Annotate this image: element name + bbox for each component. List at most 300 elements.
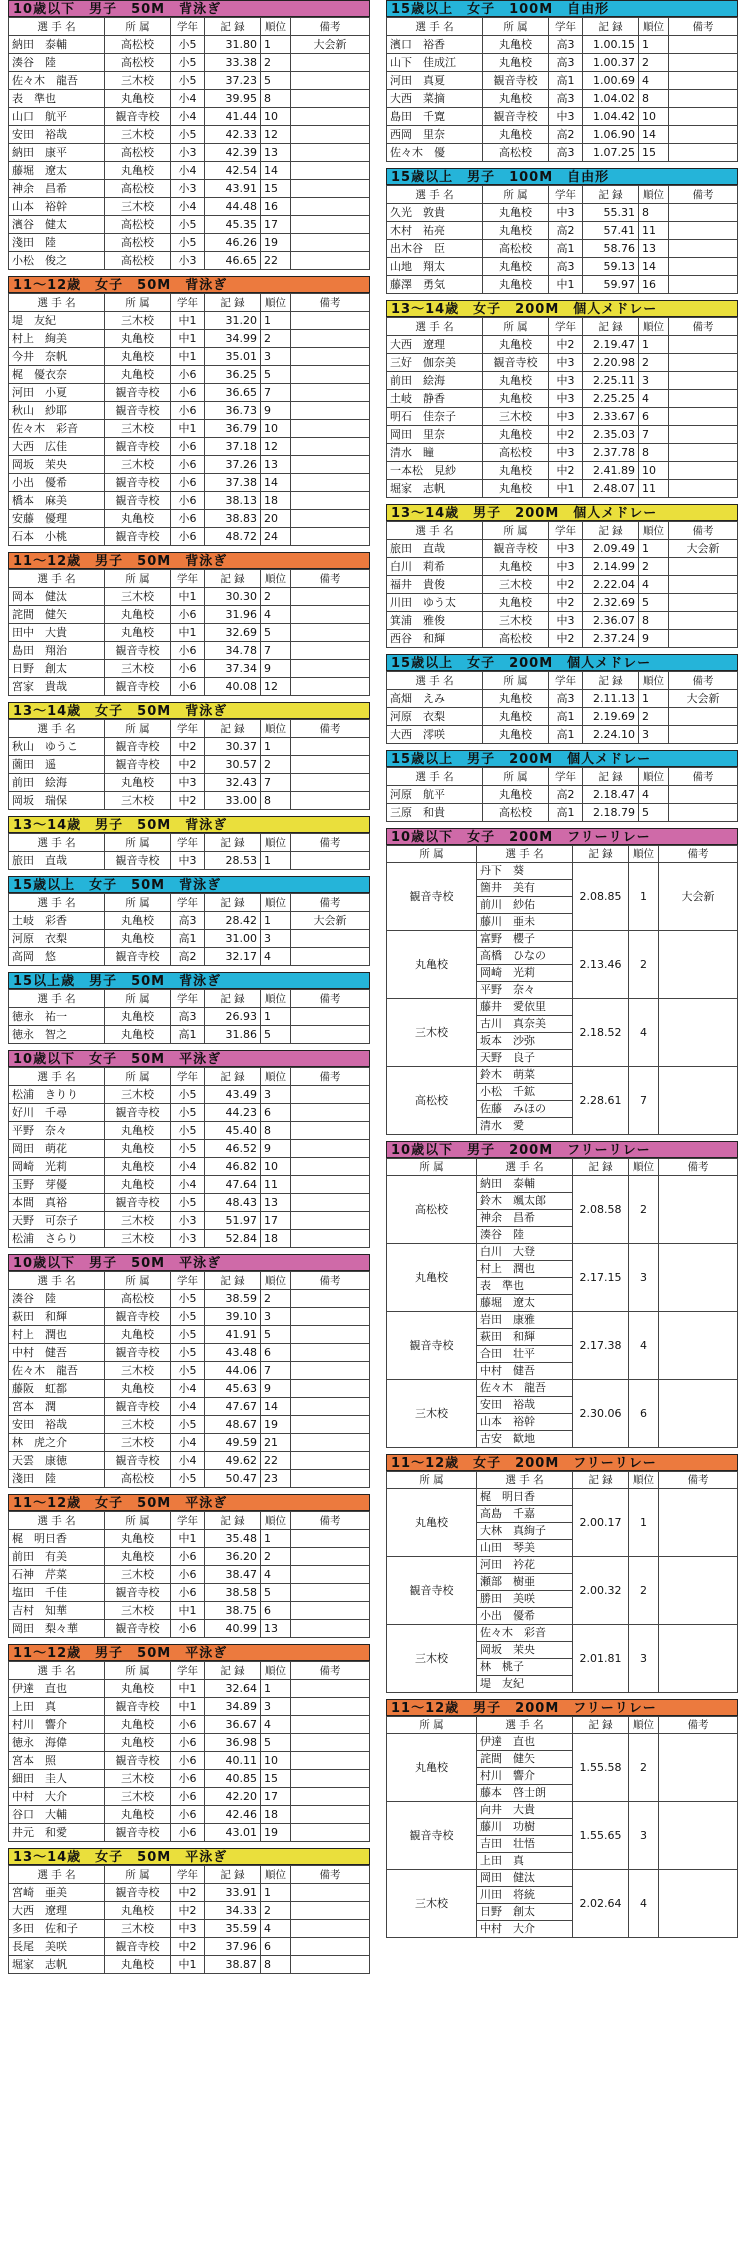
team-name: 観音寺校 xyxy=(105,1752,171,1770)
team-name: 三木校 xyxy=(105,1230,171,1248)
swimmer-name: 前田 絵海 xyxy=(9,774,105,792)
column-header: 学年 xyxy=(171,720,205,738)
column-header: 備考 xyxy=(291,1512,370,1530)
record-time: 42.46 xyxy=(205,1806,261,1824)
column-header: 順位 xyxy=(261,1866,291,1884)
swimmer-name: 表 準也 xyxy=(9,90,105,108)
relay-swimmer: 中村 健吾 xyxy=(477,1363,573,1380)
grade: 小6 xyxy=(171,606,205,624)
column-header: 記 録 xyxy=(583,522,639,540)
results-table xyxy=(8,833,370,870)
remark xyxy=(291,588,370,606)
grade: 中1 xyxy=(171,330,205,348)
grade: 高1 xyxy=(171,1026,205,1044)
rank: 9 xyxy=(261,1380,291,1398)
table-header-row xyxy=(9,720,370,738)
remark xyxy=(291,1326,370,1344)
team-name: 丸亀校 xyxy=(105,510,171,528)
column-header: 順位 xyxy=(629,1717,659,1734)
column-header: 備考 xyxy=(669,18,738,36)
record-time: 38.47 xyxy=(205,1566,261,1584)
team-name: 丸亀校 xyxy=(105,1956,171,1974)
column-header: 学年 xyxy=(171,990,205,1008)
relay-swimmer: 佐藤 みほの xyxy=(477,1101,573,1118)
relay-row xyxy=(387,1176,738,1193)
result-row xyxy=(9,1416,370,1434)
results-table xyxy=(8,719,370,810)
column-header: 選 手 名 xyxy=(9,1272,105,1290)
swimmer-name: 村川 響介 xyxy=(9,1716,105,1734)
swimmer-name: 西谷 和輝 xyxy=(387,630,483,648)
remark xyxy=(669,612,738,630)
remark xyxy=(291,438,370,456)
remark xyxy=(291,756,370,774)
column-header: 順位 xyxy=(261,1662,291,1680)
remark xyxy=(291,1344,370,1362)
grade: 高2 xyxy=(549,222,583,240)
relay-block xyxy=(386,1141,738,1448)
swimmer-name: 大西 遼理 xyxy=(9,1902,105,1920)
swimmer-name: 好川 千尋 xyxy=(9,1104,105,1122)
grade: 中1 xyxy=(171,1602,205,1620)
team-name: 高松校 xyxy=(105,252,171,270)
relay-swimmer: 箇井 美有 xyxy=(477,880,573,897)
rank: 11 xyxy=(261,1176,291,1194)
column-header: 記 録 xyxy=(583,672,639,690)
remark xyxy=(669,390,738,408)
result-row xyxy=(9,756,370,774)
grade: 小5 xyxy=(171,1290,205,1308)
record-time: 2.24.10 xyxy=(583,726,639,744)
relay-swimmer: 清水 愛 xyxy=(477,1118,573,1135)
relay-title: 11～12歳 男子 200M フリーリレー xyxy=(386,1699,738,1716)
result-row xyxy=(9,402,370,420)
remark xyxy=(669,354,738,372)
rank: 4 xyxy=(639,576,669,594)
rank: 13 xyxy=(261,1620,291,1638)
grade: 小6 xyxy=(171,456,205,474)
relay-swimmer: 表 準也 xyxy=(477,1278,573,1295)
swimmer-name: 岡坂 瑞保 xyxy=(9,792,105,810)
record-time: 2.11.13 xyxy=(583,690,639,708)
column-header: 備考 xyxy=(291,1662,370,1680)
relay-swimmer: 川田 将統 xyxy=(477,1887,573,1904)
grade: 小5 xyxy=(171,1308,205,1326)
result-row xyxy=(387,258,738,276)
relay-row xyxy=(387,1067,738,1084)
relay-swimmer: 小松 千鉱 xyxy=(477,1084,573,1101)
grade: 中2 xyxy=(171,792,205,810)
team-name: 丸亀校 xyxy=(105,1026,171,1044)
relay-block xyxy=(386,828,738,1135)
result-row xyxy=(9,234,370,252)
column-header: 記 録 xyxy=(205,1272,261,1290)
result-row xyxy=(9,678,370,696)
result-row xyxy=(9,1398,370,1416)
column-header: 学年 xyxy=(171,294,205,312)
column-header: 学年 xyxy=(171,570,205,588)
grade: 高1 xyxy=(549,72,583,90)
results-table xyxy=(386,185,738,294)
relay-swimmer: 安田 裕哉 xyxy=(477,1397,573,1414)
result-row xyxy=(9,1806,370,1824)
team-name: 高松校 xyxy=(483,804,549,822)
team-name: 丸亀校 xyxy=(105,348,171,366)
column-header: 所 属 xyxy=(105,294,171,312)
result-row xyxy=(387,90,738,108)
record-time: 36.67 xyxy=(205,1716,261,1734)
record-time: 35.01 xyxy=(205,348,261,366)
result-row xyxy=(9,606,370,624)
relay-rank: 4 xyxy=(629,999,659,1067)
remark xyxy=(291,492,370,510)
column-header: 備考 xyxy=(659,846,738,863)
record-time: 46.26 xyxy=(205,234,261,252)
rank: 13 xyxy=(639,240,669,258)
team-name: 高松校 xyxy=(483,144,549,162)
team-name: 三木校 xyxy=(105,1362,171,1380)
grade: 小4 xyxy=(171,1452,205,1470)
rank: 5 xyxy=(261,1584,291,1602)
column-header: 備考 xyxy=(291,1272,370,1290)
relay-swimmer: 高島 千嘉 xyxy=(477,1506,573,1523)
swimmer-name: 藤堀 遼太 xyxy=(9,162,105,180)
rank: 20 xyxy=(261,510,291,528)
remark xyxy=(669,426,738,444)
grade: 中2 xyxy=(549,336,583,354)
column-header: 所 属 xyxy=(105,1512,171,1530)
relay-swimmer: 梶 明日香 xyxy=(477,1489,573,1506)
result-row xyxy=(387,72,738,90)
rank: 10 xyxy=(639,462,669,480)
relay-rank: 3 xyxy=(629,1244,659,1312)
table-header-row xyxy=(387,522,738,540)
rank: 4 xyxy=(261,1566,291,1584)
event-block xyxy=(8,972,370,1044)
relay-swimmer: 堤 友紀 xyxy=(477,1676,573,1693)
result-row xyxy=(9,1770,370,1788)
remark xyxy=(669,708,738,726)
remark xyxy=(291,1140,370,1158)
swimmer-name: 安田 裕哉 xyxy=(9,126,105,144)
result-row xyxy=(387,462,738,480)
column-header: 記 録 xyxy=(205,18,261,36)
rank: 1 xyxy=(639,540,669,558)
relay-remark xyxy=(659,1557,738,1625)
relay-swimmer: 山田 琴美 xyxy=(477,1540,573,1557)
result-row xyxy=(387,540,738,558)
event-title: 15以上歳 男子 50M 背泳ぎ xyxy=(8,972,370,989)
result-row xyxy=(387,690,738,708)
relay-swimmer: 藤川 亜未 xyxy=(477,914,573,931)
record-time: 39.10 xyxy=(205,1308,261,1326)
record-time: 33.91 xyxy=(205,1884,261,1902)
record-time: 38.13 xyxy=(205,492,261,510)
team-name: 高松校 xyxy=(105,216,171,234)
remark xyxy=(291,1230,370,1248)
result-row xyxy=(9,948,370,966)
column-header: 記 録 xyxy=(205,990,261,1008)
swimmer-name: 前田 絵海 xyxy=(387,372,483,390)
relay-row xyxy=(387,999,738,1016)
rank: 11 xyxy=(639,480,669,498)
record-time: 2.09.49 xyxy=(583,540,639,558)
swimmer-name: 秋山 ゆうこ xyxy=(9,738,105,756)
swimmer-name: 井元 和愛 xyxy=(9,1824,105,1842)
swimmer-name: 山地 翔太 xyxy=(387,258,483,276)
column-header: 記 録 xyxy=(205,294,261,312)
record-time: 41.91 xyxy=(205,1326,261,1344)
record-time: 34.78 xyxy=(205,642,261,660)
swimmer-name: 藤澤 勇気 xyxy=(387,276,483,294)
relay-team: 三木校 xyxy=(387,1625,477,1693)
relay-swimmer: 岡田 健汰 xyxy=(477,1870,573,1887)
grade: 小5 xyxy=(171,1362,205,1380)
swimmer-name: 堤 友紀 xyxy=(9,312,105,330)
team-name: 丸亀校 xyxy=(105,330,171,348)
rank: 2 xyxy=(261,330,291,348)
swimmer-name: 田中 大貴 xyxy=(9,624,105,642)
grade: 高3 xyxy=(549,90,583,108)
record-time: 46.52 xyxy=(205,1140,261,1158)
column-header: 学年 xyxy=(171,1272,205,1290)
swimmer-name: 久光 敦貴 xyxy=(387,204,483,222)
record-time: 35.48 xyxy=(205,1530,261,1548)
relay-team: 丸亀校 xyxy=(387,1244,477,1312)
record-time: 52.84 xyxy=(205,1230,261,1248)
grade: 中2 xyxy=(549,462,583,480)
swimmer-name: 岡本 健汰 xyxy=(9,588,105,606)
grade: 中3 xyxy=(171,852,205,870)
grade: 高2 xyxy=(549,786,583,804)
column-header: 選 手 名 xyxy=(9,570,105,588)
grade: 小5 xyxy=(171,1104,205,1122)
team-name: 丸亀校 xyxy=(483,786,549,804)
relay-team: 丸亀校 xyxy=(387,931,477,999)
remark xyxy=(291,1566,370,1584)
event-title: 15歳以上 男子 100M 自由形 xyxy=(386,168,738,185)
grade: 中1 xyxy=(549,276,583,294)
column-header: 選 手 名 xyxy=(9,720,105,738)
relay-row xyxy=(387,1625,738,1642)
record-time: 55.31 xyxy=(583,204,639,222)
record-time: 31.80 xyxy=(205,36,261,54)
swimmer-name: 橋本 麻美 xyxy=(9,492,105,510)
column-header: 記 録 xyxy=(205,570,261,588)
record-time: 38.87 xyxy=(205,1956,261,1974)
record-time: 43.48 xyxy=(205,1344,261,1362)
record-time: 40.99 xyxy=(205,1620,261,1638)
column-header: 所 属 xyxy=(387,846,477,863)
relay-row xyxy=(387,1380,738,1397)
grade: 小5 xyxy=(171,1086,205,1104)
record-time: 43.49 xyxy=(205,1086,261,1104)
record-time: 38.75 xyxy=(205,1602,261,1620)
relay-swimmer: 納田 泰輔 xyxy=(477,1176,573,1193)
grade: 中1 xyxy=(549,480,583,498)
record-time: 39.95 xyxy=(205,90,261,108)
grade: 中3 xyxy=(171,1920,205,1938)
result-row xyxy=(387,444,738,462)
record-time: 59.97 xyxy=(583,276,639,294)
team-name: 丸亀校 xyxy=(105,1806,171,1824)
record-time: 49.62 xyxy=(205,1452,261,1470)
record-time: 32.69 xyxy=(205,624,261,642)
team-name: 丸亀校 xyxy=(105,1008,171,1026)
grade: 中2 xyxy=(171,1938,205,1956)
column-header: 選 手 名 xyxy=(9,1512,105,1530)
rank: 5 xyxy=(639,804,669,822)
grade: 小5 xyxy=(171,54,205,72)
event-title: 10歳以下 男子 50M 平泳ぎ xyxy=(8,1254,370,1271)
record-time: 45.63 xyxy=(205,1380,261,1398)
relay-block xyxy=(386,1454,738,1693)
swimmer-name: 吉村 知華 xyxy=(9,1602,105,1620)
grade: 中2 xyxy=(549,630,583,648)
relay-swimmer: 村川 響介 xyxy=(477,1768,573,1785)
record-time: 44.48 xyxy=(205,198,261,216)
relay-swimmer: 大林 真絢子 xyxy=(477,1523,573,1540)
swimmer-name: 岡田 萌花 xyxy=(9,1140,105,1158)
rank: 7 xyxy=(261,774,291,792)
remark xyxy=(669,240,738,258)
grade: 中1 xyxy=(171,624,205,642)
swimmer-name: 高岡 悠 xyxy=(9,948,105,966)
remark xyxy=(291,1308,370,1326)
rank: 1 xyxy=(261,1530,291,1548)
record-time: 36.79 xyxy=(205,420,261,438)
grade: 小5 xyxy=(171,216,205,234)
remark xyxy=(669,204,738,222)
record-time: 48.43 xyxy=(205,1194,261,1212)
swimmer-name: 白川 莉希 xyxy=(387,558,483,576)
swimmer-name: 旅田 直哉 xyxy=(9,852,105,870)
column-header: 選 手 名 xyxy=(477,1717,573,1734)
record-time: 42.39 xyxy=(205,144,261,162)
rank: 2 xyxy=(261,1902,291,1920)
swimmer-name: 今井 奈帆 xyxy=(9,348,105,366)
remark xyxy=(291,456,370,474)
grade: 小4 xyxy=(171,1176,205,1194)
swimmer-name: 大西 澪咲 xyxy=(387,726,483,744)
result-row xyxy=(387,804,738,822)
record-time: 58.76 xyxy=(583,240,639,258)
team-name: 観音寺校 xyxy=(483,354,549,372)
record-time: 1.04.02 xyxy=(583,90,639,108)
relay-time: 2.18.52 xyxy=(573,999,629,1067)
swimmer-name: 秋山 紗耶 xyxy=(9,402,105,420)
remark xyxy=(291,1956,370,1974)
grade: 小6 xyxy=(171,492,205,510)
event-title: 11～12歳 男子 50M 平泳ぎ xyxy=(8,1644,370,1661)
team-name: 丸亀校 xyxy=(483,708,549,726)
relay-team: 三木校 xyxy=(387,999,477,1067)
remark xyxy=(291,198,370,216)
result-row xyxy=(387,480,738,498)
team-name: 高松校 xyxy=(105,1290,171,1308)
record-time: 32.43 xyxy=(205,774,261,792)
record-time: 1.00.69 xyxy=(583,72,639,90)
rank: 6 xyxy=(261,1344,291,1362)
relay-row xyxy=(387,1244,738,1261)
column-header: 記 録 xyxy=(583,18,639,36)
result-row xyxy=(387,726,738,744)
record-time: 34.33 xyxy=(205,1902,261,1920)
column-header: 選 手 名 xyxy=(477,1472,573,1489)
remark xyxy=(291,234,370,252)
relay-rank: 4 xyxy=(629,1870,659,1938)
result-row xyxy=(9,1158,370,1176)
swimmer-name: 前田 有美 xyxy=(9,1548,105,1566)
column-header: 記 録 xyxy=(573,1472,629,1489)
table-header-row xyxy=(387,672,738,690)
column-header: 学年 xyxy=(549,768,583,786)
column-header: 備考 xyxy=(291,18,370,36)
relay-team: 観音寺校 xyxy=(387,1802,477,1870)
relay-swimmer: 藤本 啓士朗 xyxy=(477,1785,573,1802)
event-block xyxy=(386,300,738,498)
column-header: 選 手 名 xyxy=(387,672,483,690)
team-name: 三木校 xyxy=(105,1770,171,1788)
column-header: 備考 xyxy=(659,1159,738,1176)
swimmer-name: 佐々木 龍吾 xyxy=(9,1362,105,1380)
grade: 小6 xyxy=(171,528,205,546)
record-time: 2.37.24 xyxy=(583,630,639,648)
result-row xyxy=(9,90,370,108)
rank: 4 xyxy=(261,948,291,966)
rank: 5 xyxy=(261,624,291,642)
grade: 小3 xyxy=(171,1212,205,1230)
swimmer-name: 平野 奈々 xyxy=(9,1122,105,1140)
relay-swimmer: 藤井 愛依里 xyxy=(477,999,573,1016)
team-name: 観音寺校 xyxy=(105,1620,171,1638)
result-row xyxy=(9,1902,370,1920)
team-name: 丸亀校 xyxy=(105,1680,171,1698)
rank: 7 xyxy=(261,1362,291,1380)
result-row xyxy=(387,126,738,144)
grade: 小4 xyxy=(171,198,205,216)
swimmer-name: 佐々木 彩音 xyxy=(9,420,105,438)
event-block xyxy=(8,702,370,810)
swimmer-name: 三好 伽奈美 xyxy=(387,354,483,372)
rank: 3 xyxy=(261,1698,291,1716)
grade: 高2 xyxy=(549,126,583,144)
rank: 2 xyxy=(261,54,291,72)
column-header: 選 手 名 xyxy=(9,990,105,1008)
column-header: 記 録 xyxy=(573,1717,629,1734)
team-name: 高松校 xyxy=(105,36,171,54)
rank: 18 xyxy=(261,1806,291,1824)
relay-swimmer: 吉田 壮悟 xyxy=(477,1836,573,1853)
rank: 1 xyxy=(261,852,291,870)
remark xyxy=(291,1380,370,1398)
swimmer-name: 河原 衣梨 xyxy=(387,708,483,726)
team-name: 観音寺校 xyxy=(483,540,549,558)
rank: 4 xyxy=(639,786,669,804)
column-header: 備考 xyxy=(659,1472,738,1489)
grade: 中3 xyxy=(549,390,583,408)
result-row xyxy=(387,372,738,390)
relay-title: 10歳以下 男子 200M フリーリレー xyxy=(386,1141,738,1158)
result-row xyxy=(9,384,370,402)
grade: 中2 xyxy=(171,1902,205,1920)
team-name: 丸亀校 xyxy=(105,774,171,792)
rank: 2 xyxy=(261,588,291,606)
column-header: 順位 xyxy=(639,318,669,336)
result-row xyxy=(9,1326,370,1344)
record-time: 30.37 xyxy=(205,738,261,756)
rank: 8 xyxy=(261,1122,291,1140)
